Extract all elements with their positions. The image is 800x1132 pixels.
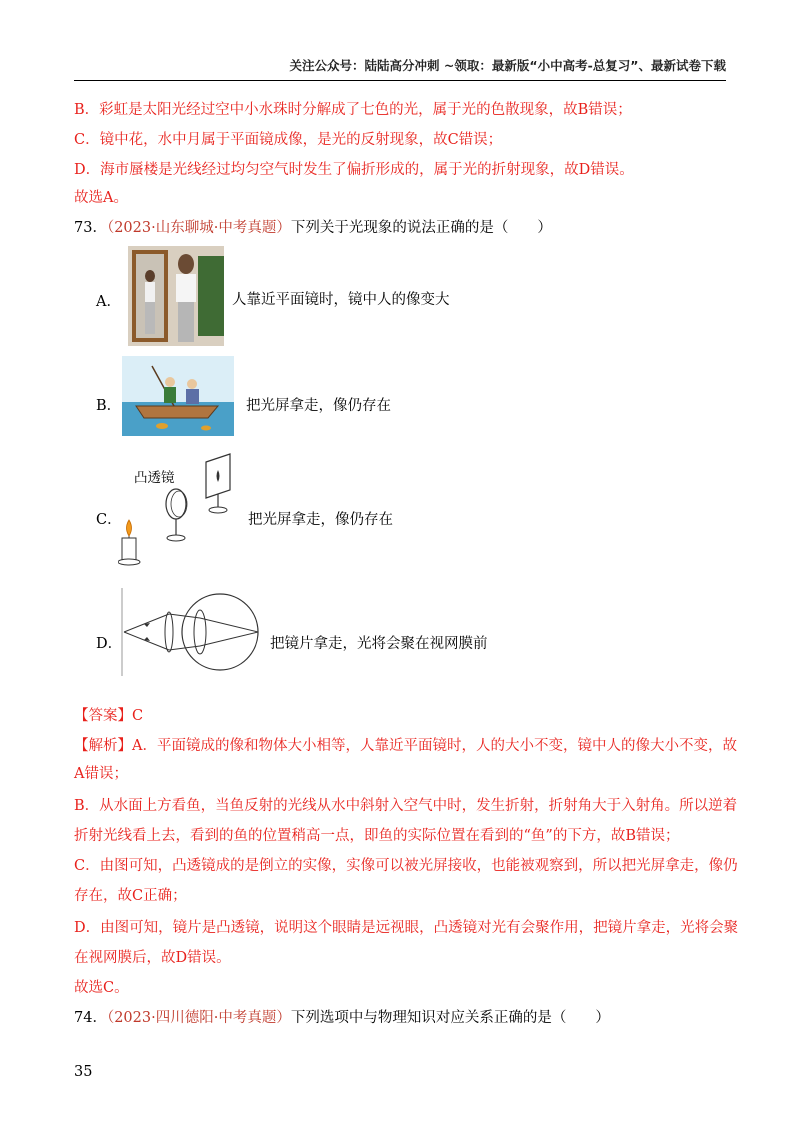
question-text: 下列关于光现象的说法正确的是（ ）	[290, 220, 552, 236]
mirror-photo-image	[128, 246, 224, 346]
analysis-line: B．从水面上方看鱼，当鱼反射的光线从水中斜射入空气中时，发生折射，折射角大于入射角。所以逆着	[74, 798, 738, 814]
option-a-label: A．	[96, 294, 121, 310]
answer: 【答案】C	[74, 708, 144, 724]
question-74-stem	[74, 1008, 610, 1028]
analysis-line: 存在，故C正确；	[74, 888, 187, 904]
option-b-label: B．	[96, 398, 122, 414]
analysis-line: D．由图可知，镜片是凸透镜，说明这个眼睛是远视眼，凸透镜对光有会聚作用，把镜片拿走，光将会聚	[74, 920, 739, 936]
prev-solution-choose: 故选A。	[74, 190, 128, 206]
question-73-stem	[74, 218, 552, 238]
question-source: （2023·四川德阳·中考真题）	[106, 1010, 291, 1026]
analysis-line: 折射光线看上去，看到的鱼的位置稍高一点，即鱼的实际位置在看到的“鱼”的下方，故B错误；	[74, 828, 680, 844]
question-source: （2023·山东聊城·中考真题）	[106, 220, 291, 236]
question-number: 73．	[74, 220, 107, 236]
analysis-line: A错误；	[74, 766, 128, 782]
page-number: 35	[74, 1064, 93, 1080]
analysis-line: 在视网膜后，故D错误。	[74, 950, 231, 966]
analysis-line: C．由图可知，凸透镜成的是倒立的实像，实像可以被光屏接收，也能被观察到，所以把光屏拿走，像仍	[74, 858, 738, 874]
eye-diagram-image	[120, 586, 260, 678]
option-b-text: 把光屏拿走，像仍存在	[246, 398, 391, 414]
question-text: 下列选项中与物理知识对应关系正确的是（ ）	[290, 1010, 610, 1026]
option-d-label: D．	[96, 636, 123, 652]
option-c-text: 把光屏拿走，像仍存在	[248, 512, 393, 528]
option-d-text: 把镜片拿走，光将会聚在视网膜前	[270, 636, 488, 652]
analysis-line: 【解析】A．平面镜成的像和物体大小相等，人靠近平面镜时，人的大小不变，镜中人的像大小不变，故	[74, 738, 737, 754]
prev-solution-d: D．海市蜃楼是光线经过均匀空气时发生了偏折形成的，属于光的折射现象，故D错误。	[74, 162, 634, 178]
fishing-boat-image	[122, 356, 234, 436]
lens-experiment-image	[118, 448, 242, 572]
prev-solution-c: C．镜中花，水中月属于平面镜成像，是光的反射现象，故C错误；	[74, 132, 503, 148]
prev-solution-b: B．彩虹是太阳光经过空中小水珠时分解成了七色的光，属于光的色散现象，故B错误；	[74, 102, 632, 118]
convex-lens-label: 凸透镜	[134, 470, 175, 486]
question-number: 74．	[74, 1010, 107, 1026]
header-divider	[74, 80, 726, 81]
choose-answer: 故选C。	[74, 980, 129, 996]
option-c-label: C．	[96, 512, 122, 528]
option-a-text: 人靠近平面镜时，镜中人的像变大	[232, 292, 450, 308]
page-header: 关注公众号：陆陆高分冲刺 ~领取：最新版“小中高考-总复习”、最新试卷下载	[289, 58, 726, 73]
